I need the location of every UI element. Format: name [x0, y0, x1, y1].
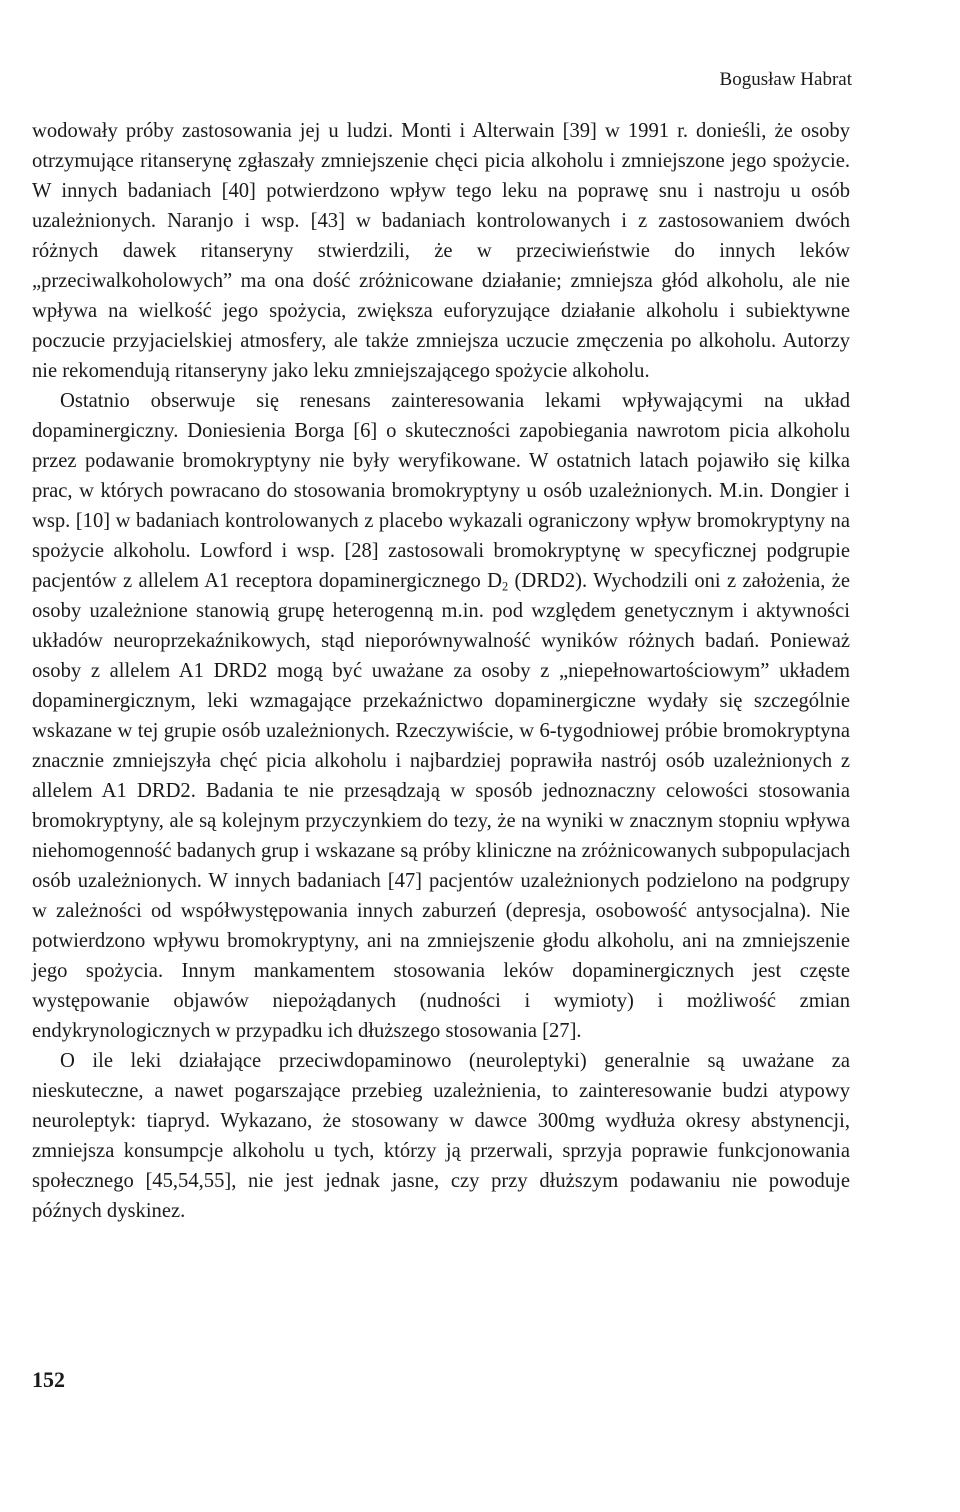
paragraph-2-part-1: Ostatnio obserwuje się renesans zainteresowania lekami wpływającymi na układ dopaminergiczny. Doniesienia Borga [6] o skuteczności zapobiegania nawrotom picia alkoholu przez podawanie bromokryptyny nie były weryfikowane. W ostatnich latach pojawiło się kilka prac, w których powracano do stosowania bromokryptyny u osób uzależnionych. M.in. Dongier i wsp. [10] w badaniach kontrolowanych z placebo wykazali ograniczony wpływ bromokryptyny na spożycie alkoholu. Lowford i wsp. [28] zastosowali bromokryptynę w specyficznej podgrupie pacjentów z allelem A1 receptora dopaminergicznego D	[32, 390, 850, 592]
running-head-author: Bogusław Habrat	[719, 69, 852, 90]
subscript-2: 2	[501, 579, 509, 594]
paragraph-3: O ile leki działające przeciwdopaminowo (neuroleptyki) generalnie są uważane za nieskuteczne, a nawet pogarszające przebieg uzależnienia, to zainteresowanie budzi atypowy neuroleptyk: tiapryd. Wykazano, że stosowany w dawce 300mg wydłuża okresy abstynencji, zmniejsza konsumpcje alkoholu u tych, którzy ją przerwali, sprzyja poprawie funkcjonowania społecznego [45,54,55], nie jest jednak jasne, czy przy dłuższym podawaniu nie powoduje późnych dyskinez.	[32, 1050, 850, 1222]
paragraph-2	[32, 386, 850, 1046]
paragraph-1: wodowały próby zastosowania jej u ludzi. Monti i Alterwain [39] w 1991 r. donieśli, że osoby otrzymujące ritanserynę zgłaszały zmniejszenie chęci picia alkoholu i zmniejszone jego spożycie. W innych badaniach [40] potwierdzono wpływ tego leku na poprawę snu i nastroju u osób uzależnionych. Naranjo i wsp. [43] w badaniach kontrolowanych i z zastosowaniem dwóch różnych dawek ritanseryny stwierdzili, że w przeciwieństwie do innych leków „przeciwalkoholowych” ma ona dość zróżnicowane działanie; zmniejsza głód alkoholu, ale nie wpływa na wielkość jego spożycia, zwiększa euforyzujące działanie alkoholu i subiektywne poczucie przyjacielskiej atmosfery, ale także zmniejsza uczucie zmęczenia po alkoholu. Autorzy nie rekomendują ritanseryny jako leku zmniejszającego spożycie alkoholu.	[32, 120, 850, 382]
paragraph-2-part-2: (DRD2). Wychodzili oni z założenia, że osoby uzależnione stanowią grupę heterogenną m.in. pod względem genetycznym i aktywności układów neuroprzekaźnikowych, stąd nieporównywalność wyników różnych badań. Ponieważ osoby z allelem A1 DRD2 mogą być uważane za osoby z „niepełnowartościowym” układem dopaminergicznym, leki wzmagające przekaźnictwo dopaminergiczne wydały się szczególnie wskazane w tej grupie osób uzależnionych. Rzeczywiście, w 6-tygodniowej próbie bromokryptyna znacznie zmniejszyła chęć picia alkoholu i najbardziej poprawiła nastrój osób uzależnionych z allelem A1 DRD2. Badania te nie przesądzają w sposób jednoznaczny celowości stosowania bromokryptyny, ale są kolejnym przyczynkiem do tezy, że na wyniki w znacznym stopniu wpływa niehomogenność badanych grup i wskazane są próby kliniczne na zróżnicowanych subpopulacjach osób uzależnionych. W innych badaniach [47] pacjentów uzależnionych podzielono na podgrupy w zależności od współwystępowania innych zaburzeń (depresja, osobowość antysocjalna). Nie potwierdzono wpływu bromokryptyny, ani na zmniejszenie głodu alkoholu, ani na zmniejszenie jego spożycia. Innym mankamentem stosowania leków dopaminergicznych jest częste występowanie objawów niepożądanych (nudności i wymioty) i możliwość zmian endykrynologicznych w przypadku ich dłuższego stosowania [27].	[32, 570, 850, 1042]
body-text	[32, 116, 850, 1226]
page-number: 152	[32, 1367, 65, 1392]
